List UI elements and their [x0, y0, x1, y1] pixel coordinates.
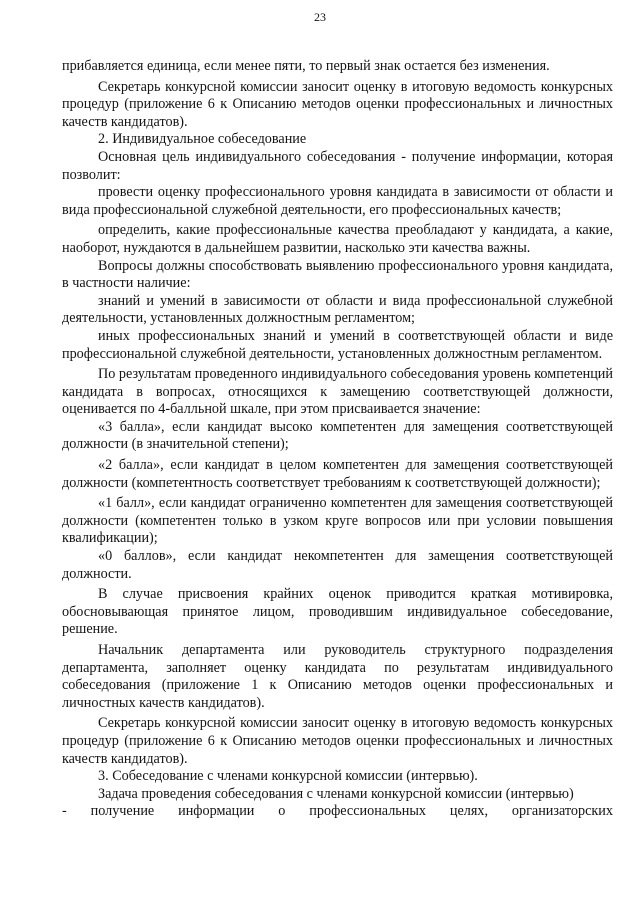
paragraph-department-head: Начальник департамента или руководитель структурного подразделения департамента, заполняет оценку кандидата по результатам индивидуального собеседования (приложение 1 к Описанию методов оценки профессиональных и личностных качеств кандидатов). — [62, 642, 613, 711]
score-2-description: «2 балла», если кандидат в целом компетентен для замещения соответствующей должности (компетентность соответствует требованиям к соответствующей должности); — [62, 457, 613, 491]
section-heading-individual-interview: 2. Индивидуальное собеседование — [98, 131, 307, 148]
paragraph-interview-task: Задача проведения собеседования с членами конкурсной комиссии (интервью) — [98, 785, 574, 802]
document-body — [62, 58, 613, 821]
list-item-other-knowledge: иных профессиональных знаний и умений в соответствующей области и виде профессиональной служебной деятельности, установленных должностным регламентом. — [62, 327, 613, 362]
score-1-description: «1 балл», если кандидат ограниченно компетентен для замещения соответствующей должности (компетентен только в узком круге вопросов или при условии повышения квалификации); — [62, 495, 613, 547]
paragraph-results-scale: По результатам проведенного индивидуального собеседования уровень компетенций кандидата в вопросах, относящихся к замещению соответствующей должности, оценивается по 4-балльной шкале, при этом присваивается значение: — [62, 366, 613, 418]
paragraph-secretary-note-2: Секретарь конкурсной комиссии заносит оценку в итоговую ведомость конкурсных процедур (приложение 6 к Описанию методов оценки профессиональных и личностных качеств кандидатов). — [62, 715, 613, 767]
list-item-assess-level: провести оценку профессионального уровня кандидата в зависимости от области и вида профессиональной служебной деятельности, его профессиональных качеств; — [62, 184, 613, 218]
paragraph-questions: Вопросы должны способствовать выявлению профессионального уровня кандидата, в частности наличие: — [62, 257, 613, 292]
paragraph-extreme-scores: В случае присвоения крайних оценок приводится краткая мотивировка, обосновывающая принятое лицом, проводившим индивидуальное собеседование, решение. — [62, 586, 613, 638]
paragraph-continuation: прибавляется единица, если менее пяти, то первый знак остается без изменения. — [62, 58, 550, 74]
score-3-description: «3 балла», если кандидат высоко компетентен для замещения соответствующей должности (в значительной степени); — [62, 418, 613, 453]
list-item-knowledge: знаний и умений в зависимости от области и вида профессиональной служебной деятельности, установленных должностным регламентом; — [62, 292, 613, 327]
paragraph-secretary-note-1: Секретарь конкурсной комиссии заносит оценку в итоговую ведомость конкурсных процедур (приложение 6 к Описанию методов оценки профессиональных и личностных качеств кандидатов). — [62, 78, 613, 130]
paragraph-main-goal: Основная цель индивидуального собеседования - получение информации, которая позволит: — [62, 148, 613, 183]
section-heading-commission-interview: 3. Собеседование с членами конкурсной комиссии (интервью). — [98, 768, 478, 785]
list-item-determine-qualities: определить, какие профессиональные качества преобладают у кандидата, а какие, наоборот, нуждаются в дальнейшем развитии, насколько эти качества важны. — [62, 222, 613, 256]
score-0-description: «0 баллов», если кандидат некомпетентен для замещения соответствующей должности. — [62, 548, 613, 582]
paragraph-interview-task-continued: - получение информации о профессиональных целях, организаторских — [62, 803, 613, 820]
page-number: 23 — [314, 10, 326, 24]
